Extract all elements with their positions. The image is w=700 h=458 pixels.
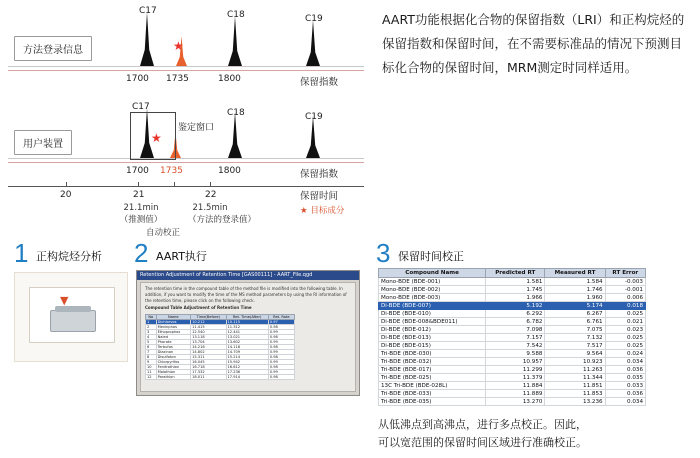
rt-error-cell: 0.018 — [605, 302, 645, 310]
table-cell: 0.99 — [268, 340, 294, 345]
panel-1-number: 1 — [14, 238, 29, 268]
predicted-rt-cell: 11.889 — [486, 390, 545, 398]
compound-name-cell: Tri-BDE (BDE-032) — [379, 358, 486, 366]
panel-3 — [376, 238, 666, 449]
measured-rt-cell: 11.851 — [545, 382, 605, 390]
sample-arrow-icon: ▼ — [60, 294, 69, 307]
aart-compound-table[interactable] — [145, 314, 295, 380]
label-user-device: 用户装置 — [14, 130, 72, 155]
rt-error-cell: -0.001 — [605, 286, 645, 294]
rt-error-cell: 0.024 — [605, 350, 645, 358]
predicted-rt-cell: 11.884 — [486, 382, 545, 390]
table-cell: 4 — [146, 335, 157, 340]
identification-window-label: 鉴定窗口 — [178, 123, 215, 133]
table-cell: 13.021 — [226, 335, 268, 340]
compound-name-cell: Tri-BDE (BDE-025) — [379, 374, 486, 382]
table-row[interactable] — [379, 286, 646, 294]
measured-rt-cell: 9.564 — [545, 350, 605, 358]
compound-name-cell: Di-BDE (BDE-007) — [379, 302, 486, 310]
table-cell: Malathion — [156, 370, 190, 375]
compound-name-cell: Di-BDE (BDE-012) — [379, 326, 486, 334]
note-predicted-label: （推测值） — [119, 215, 163, 225]
instrument-body — [50, 310, 96, 332]
compound-name-cell: Tri-BDE (BDE-030) — [379, 350, 486, 358]
predicted-rt-cell: 11.299 — [486, 366, 545, 374]
table-cell: Diazinon — [156, 350, 190, 355]
tick-1800-row2: 1800 — [218, 166, 241, 176]
table-cell: 0.98 — [268, 365, 294, 370]
measured-rt-cell: 1.960 — [545, 294, 605, 302]
table-cell: 15.311 — [191, 355, 226, 360]
tick-1700-row2: 1700 — [126, 166, 149, 176]
peak-label-c17: C17 — [139, 6, 157, 16]
target-star-icon-row2: ★ — [151, 131, 162, 145]
tick-1800-row1: 1800 — [218, 74, 241, 84]
compound-name-cell: Di-BDE (BDE-015) — [379, 342, 486, 350]
table-cell: 7 — [146, 350, 157, 355]
predicted-rt-cell: 6.782 — [486, 318, 545, 326]
table-cell: 1 — [146, 320, 157, 325]
measured-rt-cell: 11.853 — [545, 390, 605, 398]
measured-rt-cell: 6.267 — [545, 310, 605, 318]
predicted-rt-cell: 1.966 — [486, 294, 545, 302]
target-star-icon-row1: ★ — [173, 39, 184, 53]
table-cell: 6 — [146, 345, 157, 350]
table-cell: Ethoprophos — [156, 330, 190, 335]
predicted-rt-cell: 9.588 — [486, 350, 545, 358]
aart-description: The retention time in the compound table of the method file is modified into the following table. In addition, if you want to modify the time of the MS method parameters by using the RI information of the retention time, please click on the following check. — [145, 286, 347, 303]
table-row[interactable] — [146, 375, 295, 380]
chromatogram-row-user — [0, 94, 372, 180]
table-cell: 0.99 — [268, 360, 294, 365]
predicted-rt-cell: 13.270 — [486, 398, 545, 406]
compound-name-cell: Di-BDE (BDE-010) — [379, 310, 486, 318]
predicted-rt-cell: 11.379 — [486, 374, 545, 382]
measured-rt-cell: 11.344 — [545, 374, 605, 382]
compound-name-cell: Di-BDE (BDE-008&BDE011) — [379, 318, 486, 326]
table-cell: Phorate — [156, 340, 190, 345]
label-method-info: 方法登录信息 — [14, 36, 92, 61]
table-cell: 5 — [146, 340, 157, 345]
table-cell: 18.011 — [191, 375, 226, 380]
table-row[interactable] — [379, 310, 646, 318]
peak-c18-user — [228, 112, 242, 158]
rt-error-cell: 0.034 — [605, 398, 645, 406]
table-row[interactable] — [379, 302, 646, 310]
instrument-frame — [29, 287, 115, 343]
measured-rt-cell: 7.075 — [545, 326, 605, 334]
table-row[interactable] — [379, 334, 646, 342]
table-cell: Parathion — [156, 375, 190, 380]
panel-3-caption-line1: 从低沸点到高沸点，进行多点校正。因此， — [378, 418, 587, 431]
panel-1 — [10, 238, 128, 428]
chromatogram-row-method — [0, 0, 372, 88]
table-cell: Fenitrothion — [156, 365, 190, 370]
table-cell: 0.98 — [268, 375, 294, 380]
table-cell: 0.98 — [268, 325, 294, 330]
aart-col-header: Ret. Rate — [268, 315, 294, 320]
predicted-rt-cell: 6.292 — [486, 310, 545, 318]
table-cell: 16.612 — [226, 365, 268, 370]
table-row[interactable] — [379, 350, 646, 358]
peak-c18 — [228, 16, 242, 66]
rt-error-cell: 0.006 — [605, 294, 645, 302]
table-row[interactable] — [379, 358, 646, 366]
table-row[interactable] — [379, 326, 646, 334]
predicted-rt-cell: 7.542 — [486, 342, 545, 350]
table-cell: 0.98 — [268, 345, 294, 350]
note-auto-correction: 自动校正 — [145, 228, 180, 238]
aart-col-header: Ret. Time(After) — [226, 315, 268, 320]
table-row[interactable] — [379, 278, 646, 286]
table-cell: 14.216 — [191, 345, 226, 350]
peak-c19 — [306, 20, 320, 66]
compound-name-cell: Mono-BDE (BDE-001) — [379, 278, 486, 286]
table-cell: Dichlorvos — [156, 320, 190, 325]
axis-caption-time: 保留时间 — [300, 191, 339, 202]
note-method-time: 21.5min — [192, 203, 228, 213]
table-row[interactable] — [379, 382, 646, 390]
panel-2-number: 2 — [134, 238, 149, 268]
rt-error-cell: 0.023 — [605, 326, 645, 334]
table-cell: 14.118 — [226, 345, 268, 350]
table-cell: 9 — [146, 360, 157, 365]
time-tick-20: 20 — [60, 190, 72, 200]
peak-label-c19-user: C19 — [305, 112, 323, 122]
peak-c19-user — [306, 116, 320, 158]
predicted-rt-cell: 5.192 — [486, 302, 545, 310]
table-cell: 17.914 — [226, 375, 268, 380]
table-cell: 0.98 — [268, 355, 294, 360]
table-cell: Disulfoton — [156, 355, 190, 360]
aart-window-body — [140, 282, 356, 392]
table-cell: 12 — [146, 375, 157, 380]
intro-paragraph: AART功能根据化合物的保留指数（LRI）和正构烷烃的保留指数和保留时间，在不需要标准品的情况下预测目标化合物的保留时间，MRM测定时同样适用。 — [382, 12, 685, 75]
table-cell: 17.236 — [226, 370, 268, 375]
rt-col-header: Measured RT — [545, 269, 605, 278]
tick-1700-row1: 1700 — [126, 74, 149, 84]
predicted-rt-cell: 7.157 — [486, 334, 545, 342]
table-row[interactable] — [379, 390, 646, 398]
table-cell: 11 — [146, 370, 157, 375]
rt-error-cell: 0.036 — [605, 390, 645, 398]
rt-error-cell: 0.034 — [605, 358, 645, 366]
rt-error-cell: -0.003 — [605, 278, 645, 286]
rt-error-cell: 0.033 — [605, 382, 645, 390]
note-method-label: （方法的登录值） — [187, 215, 256, 225]
compound-name-cell: 13C Tri-BDE (BDE-028L) — [379, 382, 486, 390]
aart-table-title: Compound Table Adjustment of Retention Time — [145, 305, 252, 310]
table-cell: 17.332 — [191, 370, 226, 375]
table-cell: 10.212 — [191, 320, 226, 325]
panel-1-title: 正构烷烃分析 — [36, 250, 102, 263]
compound-name-cell: Tri-BDE (BDE-017) — [379, 366, 486, 374]
axis-caption-ri-row1: 保留指数 — [300, 77, 339, 88]
table-cell: 3 — [146, 330, 157, 335]
table-row[interactable] — [379, 398, 646, 406]
rt-error-cell: 0.025 — [605, 310, 645, 318]
table-row[interactable] — [379, 374, 646, 382]
table-cell: Terbufos — [156, 345, 190, 350]
table-cell: 0.98 — [268, 335, 294, 340]
table-cell: 15.942 — [226, 360, 268, 365]
compound-name-cell: Tri-BDE (BDE-035) — [379, 398, 486, 406]
rt-error-cell: 0.035 — [605, 374, 645, 382]
peak-label-c17-user: C17 — [132, 102, 150, 112]
table-cell: Naled — [156, 335, 190, 340]
table-cell: 0.99 — [268, 370, 294, 375]
predicted-rt-cell: 10.957 — [486, 358, 545, 366]
table-cell: 13.602 — [226, 340, 268, 345]
table-cell: 0.99 — [268, 330, 294, 335]
panel-2 — [134, 238, 366, 428]
compound-name-cell: Di-BDE (BDE-013) — [379, 334, 486, 342]
table-cell: 10.115 — [226, 320, 268, 325]
measured-rt-cell: 7.517 — [545, 342, 605, 350]
panel-1-illustration — [14, 272, 128, 362]
table-cell: 13.118 — [191, 335, 226, 340]
peak-c17 — [140, 12, 154, 66]
table-row[interactable] — [379, 294, 646, 302]
table-cell: 14.802 — [191, 350, 226, 355]
table-cell: 14.709 — [226, 350, 268, 355]
peak-label-c18: C18 — [227, 10, 245, 20]
chromatogram-diagram — [0, 0, 372, 240]
peak-label-c18-user: C18 — [227, 108, 245, 118]
aart-col-header: No — [146, 315, 157, 320]
table-cell: 11.415 — [191, 325, 226, 330]
rt-col-header: Compound Name — [379, 269, 486, 278]
aart-col-header: Name — [156, 315, 190, 320]
measured-rt-cell: 7.132 — [545, 334, 605, 342]
rt-error-cell: 0.036 — [605, 366, 645, 374]
table-cell: 11.312 — [226, 325, 268, 330]
table-row[interactable] — [379, 342, 646, 350]
table-cell: 0.97 — [268, 320, 294, 325]
predicted-rt-cell: 1.581 — [486, 278, 545, 286]
compound-name-cell: Tri-BDE (BDE-033) — [379, 390, 486, 398]
panel-2-title: AART执行 — [156, 250, 207, 263]
legend-target-component: ★ 目标成分 — [300, 206, 345, 216]
measured-rt-cell: 6.761 — [545, 318, 605, 326]
table-cell: 0.99 — [268, 350, 294, 355]
panel-3-caption-line2: 可以宽范围的保留时间区域进行准确校正。 — [378, 436, 587, 449]
rt-col-header: Predicted RT — [486, 269, 545, 278]
peak-label-c19: C19 — [305, 14, 323, 24]
panel-3-number: 3 — [376, 238, 391, 268]
table-cell: 10 — [146, 365, 157, 370]
measured-rt-cell: 11.263 — [545, 366, 605, 374]
table-cell: 12.540 — [191, 330, 226, 335]
predicted-rt-cell: 7.098 — [486, 326, 545, 334]
panel-3-title: 保留时间校正 — [398, 250, 464, 263]
time-tick-22: 22 — [205, 190, 217, 200]
compound-name-cell: Mono-BDE (BDE-003) — [379, 294, 486, 302]
compound-name-cell: Mono-BDE (BDE-002) — [379, 286, 486, 294]
table-row[interactable] — [379, 318, 646, 326]
table-cell: 12.441 — [226, 330, 268, 335]
table-cell: 16.718 — [191, 365, 226, 370]
table-row[interactable] — [379, 366, 646, 374]
retention-time-table[interactable] — [378, 268, 646, 406]
aart-window[interactable] — [136, 270, 360, 396]
rt-error-cell: 0.025 — [605, 342, 645, 350]
rt-col-header: RT Error — [605, 269, 645, 278]
axis-caption-ri-row2: 保留指数 — [300, 169, 339, 180]
aart-col-header: Time(Before) — [191, 315, 226, 320]
measured-rt-cell: 13.236 — [545, 398, 605, 406]
tick-1735-row1: 1735 — [166, 74, 189, 84]
table-cell: 8 — [146, 355, 157, 360]
predicted-rt-cell: 1.745 — [486, 286, 545, 294]
tick-1735-row2: 1735 — [160, 166, 183, 176]
rt-error-cell: 0.021 — [605, 318, 645, 326]
table-cell: 15.214 — [226, 355, 268, 360]
table-cell: Mevinphos — [156, 325, 190, 330]
time-tick-21: 21 — [133, 190, 145, 200]
table-cell: 2 — [146, 325, 157, 330]
table-cell: 16.045 — [191, 360, 226, 365]
aart-window-title: Retention Adjustment of Retention Time [GAS00111] - AART_File.qgd — [137, 271, 359, 280]
measured-rt-cell: 1.584 — [545, 278, 605, 286]
measured-rt-cell: 5.174 — [545, 302, 605, 310]
rt-error-cell: 0.025 — [605, 334, 645, 342]
note-predicted-time: 21.1min — [123, 203, 159, 213]
table-cell: 13.704 — [191, 340, 226, 345]
measured-rt-cell: 1.746 — [545, 286, 605, 294]
measured-rt-cell: 10.923 — [545, 358, 605, 366]
table-cell: Chlorpyrifos — [156, 360, 190, 365]
